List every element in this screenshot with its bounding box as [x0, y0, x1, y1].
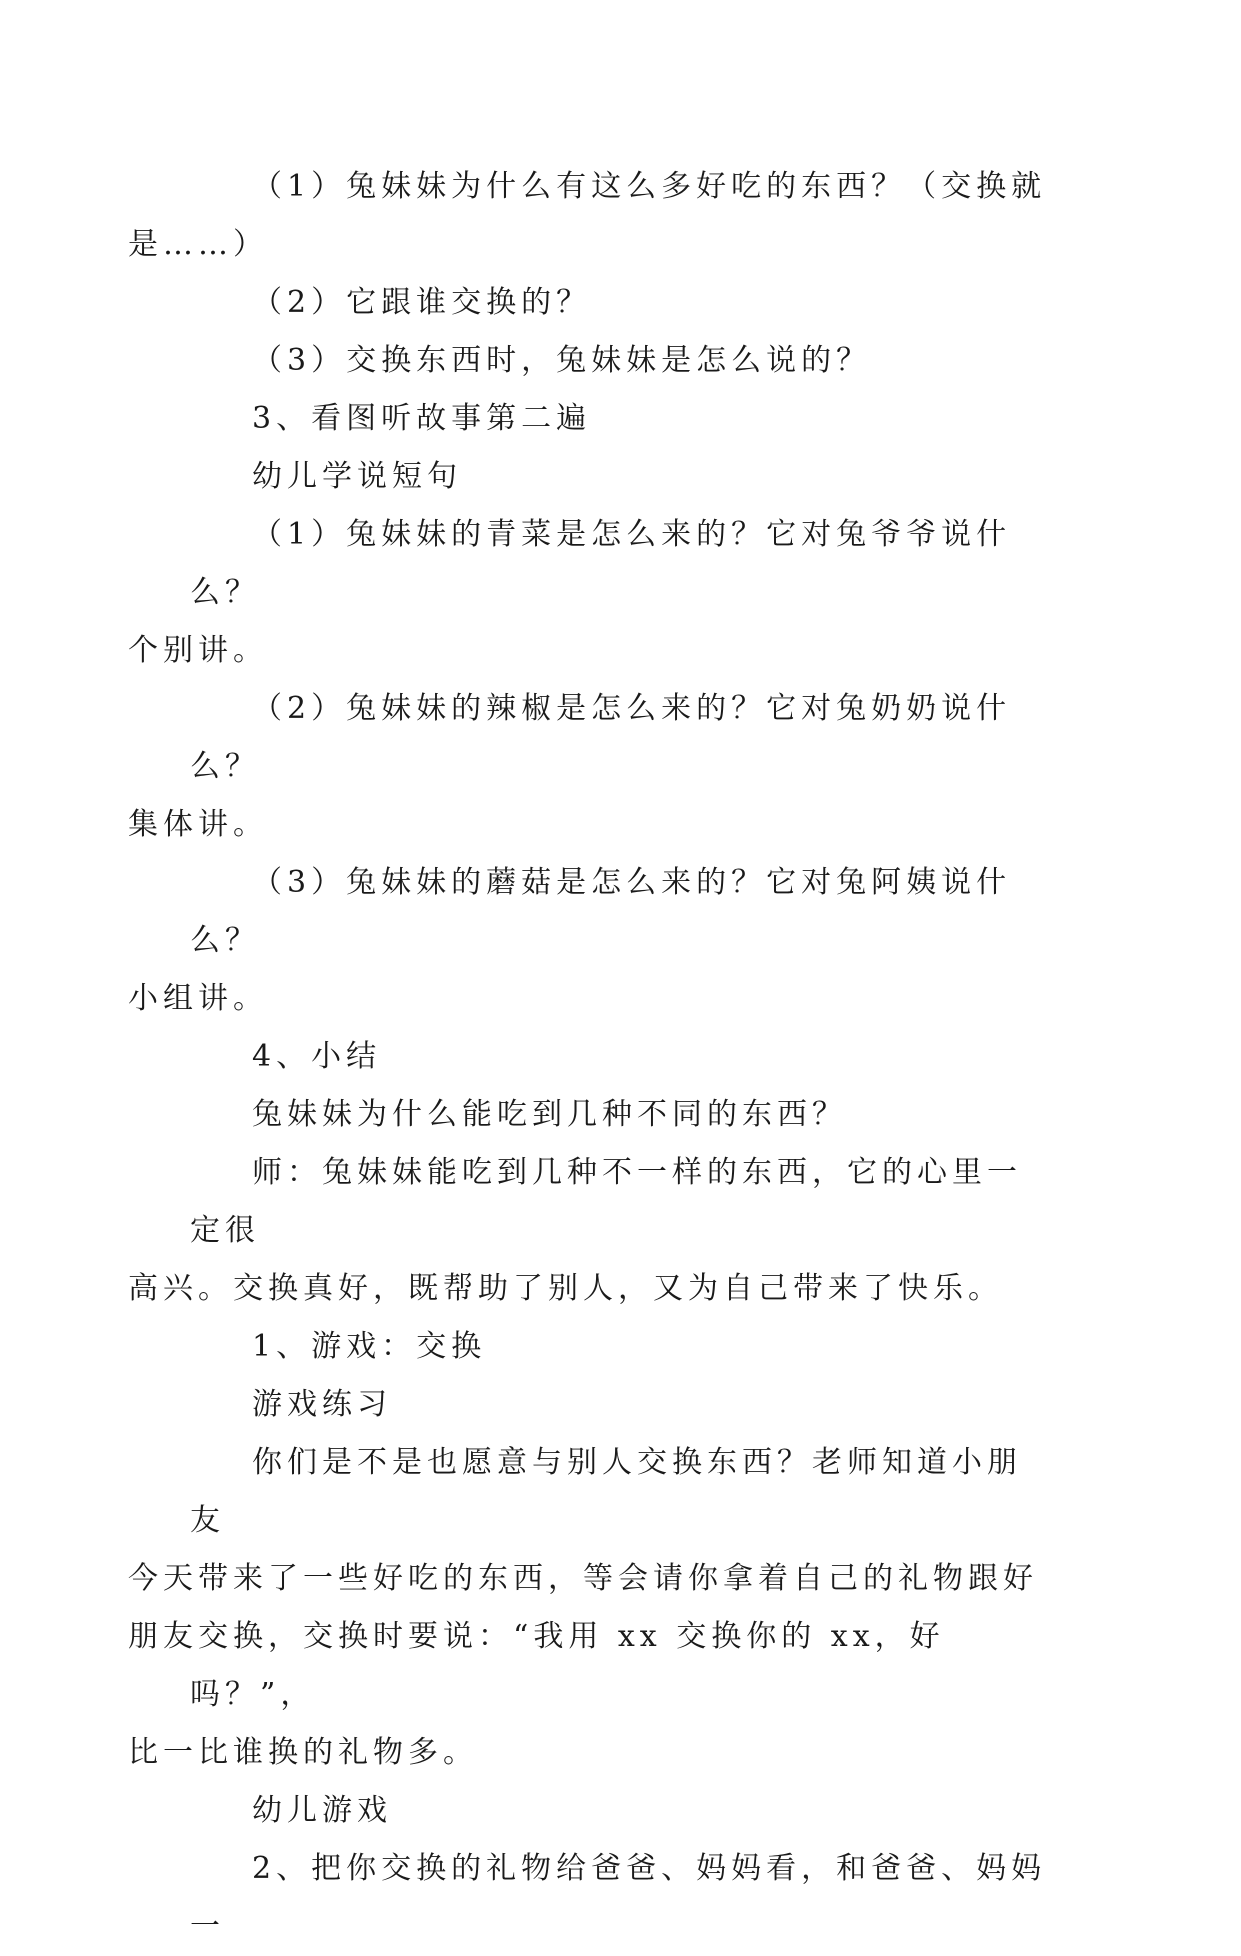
text-line: 高兴。交换真好，既帮助了别人，又为自己带来了快乐。: [128, 1271, 1003, 1306]
text-line: 2、把你交换的礼物给爸爸、妈妈看，和爸爸、妈妈一: [190, 1851, 1047, 1944]
text-line: （1）兔妹妹的青菜是怎么来的？它对兔爷爷说什么？: [190, 517, 1012, 610]
text-line: 游戏练习: [252, 1387, 392, 1422]
text-line: （2）兔妹妹的辣椒是怎么来的？它对兔奶奶说什么？: [190, 691, 1012, 784]
text-line: 朋友交换，交换时要说：“我用 xx 交换你的 xx，好吗？”，: [128, 1619, 945, 1712]
paragraph-q3: [190, 332, 1050, 390]
text-line: 今天带来了一些好吃的东西，等会请你拿着自己的礼物跟好: [128, 1561, 1038, 1596]
paragraph-q1: [128, 158, 1050, 274]
paragraph-kids-game: [190, 1782, 1050, 1840]
text-line: 3、看图听故事第二遍: [252, 401, 592, 436]
section-heading-game: [190, 1318, 1050, 1376]
text-line: 你们是不是也愿意与别人交换东西？老师知道小朋友: [190, 1445, 1022, 1538]
section-heading-3: [190, 390, 1050, 448]
paragraph-mushroom: [128, 854, 1050, 1028]
text-line: 兔妹妹为什么能吃到几种不同的东西？: [252, 1097, 847, 1132]
document-body: [128, 158, 1050, 1956]
paragraph-game-practice: [190, 1376, 1050, 1434]
text-line: （3）交换东西时，兔妹妹是怎么说的？: [252, 343, 872, 378]
text-line: 个别讲。: [128, 633, 268, 668]
text-line: 师：兔妹妹能吃到几种不一样的东西，它的心里一定很: [190, 1155, 1022, 1248]
text-line: 小组讲。: [128, 981, 268, 1016]
text-line: 是……）: [128, 227, 268, 262]
text-line: （2）它跟谁交换的？: [252, 285, 592, 320]
text-line: 幼儿游戏: [252, 1793, 392, 1828]
text-line: 集体讲。: [128, 807, 268, 842]
text-line: 比一比谁换的礼物多。: [128, 1735, 478, 1770]
text-line: （1）兔妹妹为什么有这么多好吃的东西？（交换就: [252, 169, 1047, 204]
paragraph-teacher: [128, 1144, 1050, 1318]
text-line: （3）兔妹妹的蘑菇是怎么来的？它对兔阿姨说什么？: [190, 865, 1012, 958]
paragraph-summary-question: [190, 1086, 1050, 1144]
paragraph-q2: [190, 274, 1050, 332]
paragraph-vegetable: [128, 506, 1050, 680]
paragraph-step-2: [190, 1840, 1050, 1956]
text-line: 4、小结: [252, 1039, 382, 1074]
section-heading-4: [190, 1028, 1050, 1086]
text-line: 1、游戏：交换: [252, 1329, 487, 1364]
paragraph-learn-sentences: [190, 448, 1050, 506]
paragraph-pepper: [128, 680, 1050, 854]
text-line: 幼儿学说短句: [252, 459, 462, 494]
paragraph-game-instructions: [128, 1434, 1050, 1782]
